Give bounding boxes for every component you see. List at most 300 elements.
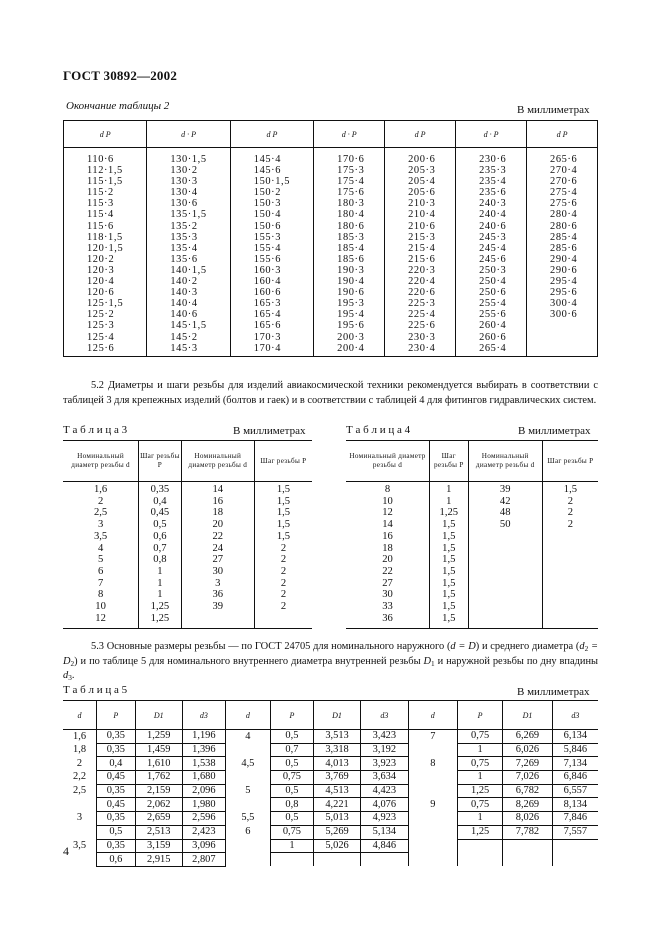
table3-cell: 0,7 — [153, 542, 167, 554]
table-row — [63, 812, 598, 826]
table4-column — [468, 482, 542, 629]
table2-cell: 125·1,5 — [87, 298, 124, 310]
table2-cell: 115·1,5 — [87, 176, 123, 188]
table2-cell: 145·1,5 — [170, 320, 207, 332]
table5-cell: 2,062 — [135, 798, 182, 812]
table5-cell: 0,6 — [97, 853, 136, 867]
table5-cell: 1,980 — [182, 798, 225, 812]
table5-caption: Т а б л и ц а 5 — [63, 684, 128, 696]
table4-cell: 1,5 — [442, 554, 456, 566]
table5-cell: 1 — [458, 812, 503, 826]
table5-header: d — [225, 701, 270, 730]
table3-cell: 10 — [95, 601, 106, 613]
table5-cell — [225, 839, 270, 853]
table3-header: Шаг резьбы P — [254, 441, 312, 482]
table2-cell: 130·6 — [170, 198, 198, 210]
table3-cell: 7 — [97, 577, 104, 589]
table2-cell: 225·3 — [408, 298, 436, 310]
table2-cell: 118·1,5 — [87, 231, 123, 243]
table5-cell: 1,8 — [63, 743, 97, 757]
table2-cell: 210·4 — [408, 209, 436, 221]
table5-cell: 6,134 — [552, 730, 598, 744]
table5-cell: 3,769 — [313, 771, 360, 785]
table4-cell: 30 — [382, 589, 393, 601]
table5-cell: 2,807 — [182, 853, 225, 867]
table2-cell: 230·3 — [408, 331, 436, 343]
table5-cell — [313, 853, 360, 867]
table4-cell: 1,5 — [442, 612, 456, 624]
table2-cell: 135·4 — [170, 242, 198, 254]
table5-cell: 0,35 — [97, 743, 136, 757]
table2-cell: 112·1,5 — [87, 165, 123, 177]
table2-cell: 285·4 — [550, 231, 578, 243]
table5-cell: 1,610 — [135, 757, 182, 771]
table2-column — [147, 148, 230, 357]
table4-cell: 1,5 — [563, 484, 578, 495]
table5-cell: 0,45 — [97, 798, 136, 812]
table5-cell: 0,35 — [97, 784, 136, 798]
table-row — [63, 798, 598, 812]
table4-column — [430, 482, 469, 629]
table2-cell: 115·6 — [87, 220, 114, 232]
table4-cell: 33 — [382, 601, 393, 613]
table5-cell: 0,75 — [458, 798, 503, 812]
table3-cell: 1 — [157, 577, 163, 589]
table4 — [346, 440, 598, 629]
table2-cell: 115·2 — [87, 187, 114, 199]
table2-cell: 155·3 — [253, 231, 282, 243]
table2-cell: 295·6 — [550, 287, 578, 299]
table2-cell: 135·3 — [170, 231, 198, 243]
table4-column — [542, 482, 598, 629]
table2-cell: 150·3 — [253, 198, 282, 210]
table5-cell: 0,7 — [270, 743, 313, 757]
table4-cell: 16 — [382, 530, 393, 542]
table5-cell: 6,269 — [503, 730, 553, 744]
table2-caption: Окончание таблицы 2 — [66, 100, 170, 112]
table5-cell: 4,423 — [361, 784, 408, 798]
table5-cell: 6,846 — [552, 771, 598, 785]
table3-cell: 2 — [280, 589, 287, 601]
table5-cell — [552, 853, 598, 867]
table3-cell: 22 — [212, 530, 224, 542]
table5-cell: 7,557 — [552, 825, 598, 839]
table2-cell: 130·3 — [170, 176, 198, 188]
table4-cell: 2 — [567, 507, 574, 519]
table3-cell: 1,5 — [276, 519, 291, 531]
table5-cell: 1,459 — [135, 743, 182, 757]
table2-cell: 250·3 — [479, 264, 507, 276]
table2-cell: 200·3 — [337, 331, 365, 343]
table3-cell: 1,6 — [93, 484, 108, 495]
table5-cell — [361, 853, 408, 867]
table2-header: d P — [527, 121, 598, 148]
table2-cell: 245·4 — [479, 242, 507, 254]
table2-cell: 135·2 — [170, 220, 198, 232]
table5-cell — [408, 812, 458, 826]
table5-cell: 5,013 — [313, 812, 360, 826]
table4-cell: 18 — [382, 542, 393, 554]
table5-cell: 1,25 — [458, 825, 503, 839]
table5-cell: 8,134 — [552, 798, 598, 812]
table2-cell: 215·4 — [408, 242, 436, 254]
table5-cell: 6 — [225, 825, 270, 839]
page-number: 4 — [63, 844, 69, 858]
table4-cell: 22 — [382, 565, 393, 577]
table4-cell: 1,5 — [442, 589, 456, 601]
table2-cell: 215·3 — [408, 231, 436, 243]
table3-cell: 8 — [97, 589, 104, 601]
table5-cell: 0,75 — [270, 771, 313, 785]
table2-cell: 150·6 — [253, 220, 282, 232]
table5-cell: 3,423 — [361, 730, 408, 744]
table3-cell: 20 — [212, 519, 224, 531]
table5-cell — [458, 839, 503, 853]
table4-cell: 36 — [382, 612, 393, 624]
table2-cell: 170·3 — [253, 331, 282, 343]
table5-cell: 0,5 — [270, 784, 313, 798]
table2-header: d · P — [147, 121, 230, 148]
table2-cell: 290·6 — [550, 264, 578, 276]
table3-cell: 2 — [97, 495, 104, 507]
table5-cell — [503, 839, 553, 853]
table2-cell: 125·2 — [87, 309, 115, 321]
table2-column — [527, 148, 598, 357]
table3-cell: 3 — [97, 519, 104, 531]
table5-cell: 3,513 — [313, 730, 360, 744]
table3 — [63, 440, 312, 629]
table4-header: Шаг резьбы P — [430, 441, 469, 482]
table5-cell: 0,5 — [97, 825, 136, 839]
table2-cell: 155·6 — [253, 253, 282, 265]
table5-cell: 1,196 — [182, 730, 225, 744]
table2-cell: 225·6 — [408, 320, 436, 332]
table2-cell: 200·4 — [337, 342, 365, 354]
table3-cell: 1,25 — [150, 601, 170, 613]
table2-cell: 260·4 — [479, 320, 507, 332]
table5-header: d3 — [182, 701, 225, 730]
table2-cell: 155·4 — [253, 242, 282, 254]
table2-cell: 290·4 — [550, 253, 578, 265]
table5-cell: 0,35 — [97, 812, 136, 826]
table2-cell: 175·4 — [337, 176, 365, 188]
table4-header: Номинальный диаметр резьбы d — [346, 441, 430, 482]
table5-cell — [458, 853, 503, 867]
table2-cell: 175·6 — [337, 187, 365, 199]
table2-cell: 215·6 — [408, 253, 436, 265]
table3-cell: 2 — [280, 601, 287, 613]
table3-cell: 1,25 — [150, 612, 170, 624]
table2-cell: 170·4 — [253, 342, 282, 354]
table5-cell: 4,5 — [225, 757, 270, 771]
table2-cell: 145·6 — [253, 165, 282, 177]
table2-cell: 245·6 — [479, 253, 507, 265]
table2-cell: 190·3 — [337, 264, 365, 276]
table3-cell: 2 — [280, 554, 287, 566]
table5-cell: 2,2 — [63, 771, 97, 785]
table2-cell: 250·6 — [479, 287, 507, 299]
table2-cell: 220·6 — [408, 287, 436, 299]
table2-cell: 110·6 — [87, 154, 114, 165]
table3-cell: 1,5 — [276, 495, 291, 507]
table4-cell: 1,5 — [442, 565, 456, 577]
table5-cell: 8,269 — [503, 798, 553, 812]
table2-cell: 185·4 — [337, 242, 365, 254]
paragraph-5-2: 5.2 Диаметры и шаги резьбы для изделий авиакосмической техники рекомендуется выбирать в соответствии с таблицей 3 для крепежных изделий (болтов и гаек) и в соответствии с таблицей 4 для фитингов гидравлических систем. — [63, 380, 598, 406]
table3-cell: 1,5 — [276, 484, 291, 495]
table4-cell: 1 — [446, 484, 452, 495]
table3-header: Шаг резьбы P — [139, 441, 181, 482]
table3-cell: 2 — [280, 542, 287, 554]
table5-cell: 3,096 — [182, 839, 225, 853]
table5-header: P — [97, 701, 136, 730]
table5-cell — [408, 825, 458, 839]
table2-header: d · P — [456, 121, 527, 148]
table5-cell: 3,634 — [361, 771, 408, 785]
table4-cell: 1,5 — [442, 542, 456, 554]
table2-column — [314, 148, 385, 357]
table2 — [63, 120, 598, 357]
table3-cell: 0,8 — [153, 554, 167, 566]
table4-cell: 39 — [499, 484, 511, 495]
table5-cell: 0,75 — [458, 730, 503, 744]
table2-cell: 120·1,5 — [87, 242, 124, 254]
table5-cell: 1 — [458, 743, 503, 757]
table5-cell: 1,6 — [63, 730, 97, 744]
table2-cell: 275·6 — [550, 198, 578, 210]
table2-cell: 145·2 — [170, 331, 198, 343]
table-row — [63, 743, 598, 757]
table2-cell: 140·1,5 — [170, 264, 207, 276]
table3-cell: 1,5 — [276, 530, 291, 542]
table4-cell: 10 — [382, 495, 393, 507]
table3-cell: 36 — [212, 589, 224, 601]
table5-cell: 3,159 — [135, 839, 182, 853]
table5-cell: 4,923 — [361, 812, 408, 826]
table5-cell: 6,557 — [552, 784, 598, 798]
table2-cell: 115·3 — [87, 198, 114, 210]
paragraph-5-3: 5.3 Основные размеры резьбы — по ГОСТ 24705 для номинального наружного (d = D) и среднего диаметра $(d_2 = D_2)$ и по таблице 5 для номинального внутреннего диаметра внутренней резьбы $D_1$ и наружной резьбы по дну впадины $d_3$. — [63, 641, 599, 683]
table3-cell: 0,5 — [153, 519, 167, 531]
table4-cell: 27 — [382, 577, 393, 589]
table2-cell: 210·6 — [408, 220, 436, 232]
table4-units: В миллиметрах — [518, 425, 591, 437]
table2-cell: 235·4 — [479, 176, 507, 188]
table2-cell: 270·4 — [550, 165, 578, 177]
table2-cell: 150·2 — [253, 187, 282, 199]
table2-cell: 120·3 — [87, 264, 115, 276]
table4-cell: 48 — [499, 507, 511, 519]
table2-cell: 220·3 — [408, 264, 436, 276]
table5-cell: 0,5 — [270, 757, 313, 771]
table2-cell: 235·6 — [479, 187, 507, 199]
table2-cell: 255·4 — [479, 298, 507, 310]
table2-cell: 220·4 — [408, 276, 436, 288]
table2-cell: 145·4 — [253, 154, 282, 165]
table5-header: d3 — [552, 701, 598, 730]
table2-cell: 285·6 — [550, 242, 578, 254]
table4-cell: 12 — [382, 507, 393, 519]
table5-cell — [408, 853, 458, 867]
table2-cell: 300·4 — [550, 298, 578, 310]
table5-cell: 5,026 — [313, 839, 360, 853]
table-row — [63, 853, 598, 867]
table3-units: В миллиметрах — [233, 425, 306, 437]
table3-cell: 0,45 — [150, 507, 170, 519]
table5-cell: 1,762 — [135, 771, 182, 785]
table3-column — [181, 482, 254, 629]
table5-cell: 4,076 — [361, 798, 408, 812]
table5-cell: 8 — [408, 757, 458, 771]
table5-cell: 1,538 — [182, 757, 225, 771]
table5-cell: 1,259 — [135, 730, 182, 744]
table5-cell: 9 — [408, 798, 458, 812]
table2-cell: 135·1,5 — [170, 209, 207, 221]
table2-cell: 195·6 — [337, 320, 365, 332]
table3-header: Номинальный диаметр резьбы d — [181, 441, 254, 482]
table5-header: d — [408, 701, 458, 730]
table3-cell: 2 — [280, 577, 287, 589]
table5-cell: 3,923 — [361, 757, 408, 771]
table5-cell: 8,026 — [503, 812, 553, 826]
table2-cell: 160·6 — [253, 287, 282, 299]
table4-cell: 1 — [446, 495, 452, 507]
table2-cell: 190·6 — [337, 287, 365, 299]
table2-cell: 230·4 — [408, 342, 436, 354]
table3-cell: 1 — [157, 565, 163, 577]
table5-cell: 5 — [225, 784, 270, 798]
table5-cell — [408, 771, 458, 785]
table2-cell: 210·3 — [408, 198, 436, 210]
table2-cell: 270·6 — [550, 176, 578, 188]
table5-cell: 2,659 — [135, 812, 182, 826]
table4-header: Шаг резьбы P — [542, 441, 598, 482]
table5-cell: 4,221 — [313, 798, 360, 812]
table2-cell: 205·4 — [408, 176, 436, 188]
table2-cell: 240·3 — [479, 198, 507, 210]
table2-cell: 195·3 — [337, 298, 365, 310]
table5-cell — [408, 784, 458, 798]
table2-cell: 140·3 — [170, 287, 198, 299]
table2-cell: 165·3 — [253, 298, 282, 310]
table2-cell: 115·4 — [87, 209, 114, 221]
table2-header: d · P — [314, 121, 385, 148]
table5-cell: 0,75 — [458, 757, 503, 771]
table4-cell: 50 — [499, 519, 511, 531]
table2-cell: 120·6 — [87, 287, 115, 299]
table2-cell: 255·6 — [479, 309, 507, 321]
table5-cell: 7,846 — [552, 812, 598, 826]
table5-cell — [225, 771, 270, 785]
table2-cell: 130·4 — [170, 187, 198, 199]
table4-cell: 1,5 — [442, 577, 456, 589]
table2-cell: 125·6 — [87, 342, 115, 354]
table5-cell: 2,513 — [135, 825, 182, 839]
table2-column — [385, 148, 456, 357]
table2-cell: 245·3 — [479, 231, 507, 243]
table5-cell: 7,782 — [503, 825, 553, 839]
table3-column — [63, 482, 139, 629]
table2-cell: 240·4 — [479, 209, 507, 221]
table4-cell: 14 — [382, 519, 393, 531]
table5-header: D1 — [313, 701, 360, 730]
table5-cell — [63, 798, 97, 812]
table3-header: Номинальный диаметр резьбы d — [63, 441, 139, 482]
table4-caption: Т а б л и ц а 4 — [346, 424, 411, 436]
table2-cell: 230·6 — [479, 154, 507, 165]
table4-header: Номинальный диаметр резьбы d — [468, 441, 542, 482]
table2-cell: 160·4 — [253, 276, 282, 288]
table2-cell: 120·4 — [87, 276, 115, 288]
table3-cell: 39 — [212, 601, 224, 613]
table5-cell: 6,026 — [503, 743, 553, 757]
document-code: ГОСТ 30892—2002 — [63, 68, 178, 83]
table3-cell: 12 — [95, 612, 106, 624]
table3-caption: Т а б л и ц а 3 — [63, 424, 128, 436]
table5-cell: 0,5 — [270, 730, 313, 744]
table5-cell: 7 — [408, 730, 458, 744]
table2-cell: 165·4 — [253, 309, 282, 321]
table2-cell: 125·4 — [87, 331, 115, 343]
table2-cell: 120·2 — [87, 253, 115, 265]
table5-cell — [552, 839, 598, 853]
table2-cell: 205·6 — [408, 187, 436, 199]
table3-cell: 2,5 — [93, 507, 108, 519]
table5-cell — [225, 853, 270, 867]
table5-cell: 0,75 — [270, 825, 313, 839]
table5-cell: 4 — [225, 730, 270, 744]
table3-cell: 27 — [212, 554, 224, 566]
table5-cell — [270, 853, 313, 867]
table5-cell: 1,396 — [182, 743, 225, 757]
table2-cell: 140·6 — [170, 309, 198, 321]
table2-cell: 170·6 — [337, 154, 365, 165]
table-row — [63, 839, 598, 853]
table2-cell: 150·1,5 — [253, 176, 291, 188]
table5-cell: 3,5 — [63, 839, 97, 853]
table5-cell: 0,35 — [97, 839, 136, 853]
table3-column — [254, 482, 312, 629]
table5-header: D1 — [503, 701, 553, 730]
table5-header: d — [63, 701, 97, 730]
table3-cell: 24 — [212, 542, 224, 554]
table3-cell: 14 — [212, 484, 224, 495]
table5-cell: 5,134 — [361, 825, 408, 839]
table3-cell: 1,5 — [276, 507, 291, 519]
table3-cell: 3 — [215, 577, 221, 589]
table4-cell: 20 — [382, 554, 393, 566]
table3-cell: 4 — [97, 542, 104, 554]
table2-column — [456, 148, 527, 357]
table5-cell: 7,134 — [552, 757, 598, 771]
table2-cell: 235·3 — [479, 165, 507, 177]
table3-cell: 0,35 — [150, 484, 170, 495]
table5-cell: 0,5 — [270, 812, 313, 826]
table-row — [63, 757, 598, 771]
table5-cell — [225, 798, 270, 812]
table2-cell: 180·6 — [337, 220, 365, 232]
table2-cell: 150·4 — [253, 209, 282, 221]
table2-cell: 265·6 — [550, 154, 578, 165]
table5-header: d3 — [361, 701, 408, 730]
table2-cell: 300·6 — [550, 309, 578, 321]
table2-cell: 200·6 — [408, 154, 436, 165]
table5-cell: 2,423 — [182, 825, 225, 839]
table2-cell: 195·4 — [337, 309, 365, 321]
table5-cell: 5,5 — [225, 812, 270, 826]
table3-cell: 16 — [212, 495, 224, 507]
table5-cell: 2 — [63, 757, 97, 771]
